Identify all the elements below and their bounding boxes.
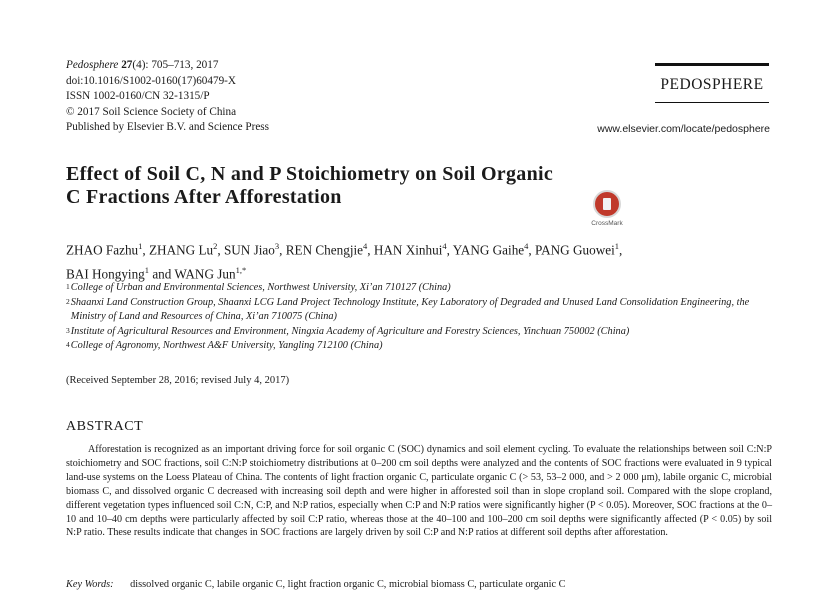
affiliation-item — [66, 296, 776, 325]
journal-url-link[interactable]: www.elsevier.com/locate/pedosphere — [597, 123, 770, 135]
copyright: © 2017 Soil Science Society of China — [66, 105, 237, 118]
author-affiliation-ref: 1 — [614, 241, 619, 251]
received-dates: (Received September 28, 2016; revised July 4, 2017) — [66, 375, 290, 386]
affiliation-number: 1 — [66, 282, 70, 291]
brand-rule-top — [655, 63, 769, 66]
author-name[interactable]: REN Chengjie — [285, 242, 364, 258]
author-list: ZHAO Fazhu$^1$, ZHANG Lu$^2$, SUN Jiao$^3$, REN Chengjie$^4$, HAN Xinhui$^4$, YANG Gaihe$^4$, PANG Guowei$^1$, BAI Hongying$^1$ and WANG Jun$^{1,*}$ — [66, 241, 623, 282]
author-affiliation-ref: 4 — [524, 241, 529, 251]
author-name[interactable]: WANG Jun — [174, 266, 236, 282]
affiliation-item — [66, 325, 776, 340]
author-name[interactable]: ZHAO Fazhu — [66, 242, 139, 258]
affiliation-number: 2 — [66, 296, 70, 306]
author-affiliation-ref: 1,* — [235, 265, 247, 276]
crossmark-label: CrossMark — [591, 220, 623, 227]
authors-joiner: and — [152, 266, 172, 282]
author-name[interactable]: HAN Xinhui — [373, 242, 443, 258]
author-affiliation-ref: 4 — [442, 241, 447, 251]
abstract-heading: ABSTRACT — [66, 419, 144, 434]
journal-brand: PEDOSPHERE — [660, 76, 764, 93]
title-line-1: Effect of Soil C, N and P Stoichiometry on Soil Organic — [66, 163, 554, 185]
issn: ISSN 1002-0160/CN 32-1315/P — [66, 90, 210, 102]
affiliation-list — [66, 281, 776, 354]
author-affiliation-ref: 1 — [144, 265, 150, 276]
author-name[interactable]: YANG Gaihe — [452, 242, 525, 258]
affiliation-item — [66, 339, 776, 354]
title-line-2: C Fractions After Afforestation — [66, 186, 342, 208]
affiliation-text: Shaanxi Land Construction Group, Shaanxi LCG Land Project Technology Institute, Key Laboratory of Degraded and Unused Land Consolidation Engineering, the Ministry of Land and Resources of China, Xi’an 710075 (China) — [70, 296, 750, 323]
publisher: Published by Elsevier B.V. and Science Press — [66, 121, 270, 133]
journal-volume: 27 — [121, 59, 133, 71]
affiliation-number: 3 — [66, 325, 70, 335]
brand-rule-bottom — [655, 102, 769, 103]
keywords — [66, 579, 566, 590]
author-name[interactable]: BAI Hongying — [66, 266, 145, 282]
journal-name: Pedosphere — [66, 59, 119, 71]
author-name[interactable]: PANG Guowei — [535, 242, 615, 258]
affiliation-text: Institute of Agricultural Resources and Environment, Ningxia Academy of Agriculture and Forestry Sciences, Yinchuan 750002 (China) — [70, 325, 630, 337]
abstract-body: Afforestation is recognized as an important driving force for soil organic C (SOC) dynamics and soil element cycling. To evaluate the relationships between soil C:N:P stoichiometry and SOC fractions, soil C:N:P stoichiometry distributions at 0–200 cm soil depths were analyzed and the contents of SOC fractions were evaluated in 9 typical land-use systems on the Loess Plateau of China. The contents of light fraction organic C, particulate organic C (> 53, 53–2 000, and > 2 000 μm), labile organic C, microbial biomass C, and dissolved organic C decreased with increasing soil depth and were higher in afforested soil than in slope cropland soil. Compared with the slope cropland, different vegetation types influenced soil C:N, C:P, and N:P ratios, especially when C:P and N:P ratios were significantly higher (P < 0.05). Moreover, SOC fractions at the 0–10 and 10–40 cm depths were particularly affected by soil C:P ratio, whereas those at the 40–100 and 100–200 cm soil depths were significantly affected (P < 0.05) by soil N:P ratio. These results indicate that changes in SOC fractions are largely driven by soil C:P and N:P ratios at different soil depths after afforestation. — [66, 444, 772, 539]
journal-issue-pages: (4): 705–713, 2017 — [132, 59, 219, 71]
affiliation-number: 4 — [66, 340, 70, 350]
crossmark-icon — [593, 190, 621, 218]
doi[interactable]: doi:10.1016/S1002-0160(17)60479-X — [66, 74, 236, 87]
author-name[interactable]: ZHANG Lu — [149, 242, 214, 258]
author-affiliation-ref: 4 — [363, 241, 368, 251]
author-affiliation-ref: 2 — [213, 241, 218, 251]
affiliation-text: College of Agronomy, Northwest A&F University, Yangling 712100 (China) — [70, 340, 383, 352]
keywords-label: Key Words: — [66, 579, 114, 590]
journal-metadata — [66, 58, 269, 136]
affiliation-item — [66, 281, 776, 296]
affiliation-text: College of Urban and Environmental Sciences, Northwest University, Xi’an 710127 (China) — [70, 282, 451, 293]
article-title — [66, 163, 656, 209]
author-affiliation-ref: 1 — [138, 241, 143, 251]
author-name[interactable]: SUN Jiao — [223, 242, 275, 258]
citation-line — [66, 58, 269, 74]
keywords-text: dissolved organic C, labile organic C, light fraction organic C, microbial biomass C, particulate organic C — [130, 579, 566, 590]
author-affiliation-ref: 3 — [274, 241, 280, 251]
crossmark-badge[interactable] — [590, 190, 624, 230]
